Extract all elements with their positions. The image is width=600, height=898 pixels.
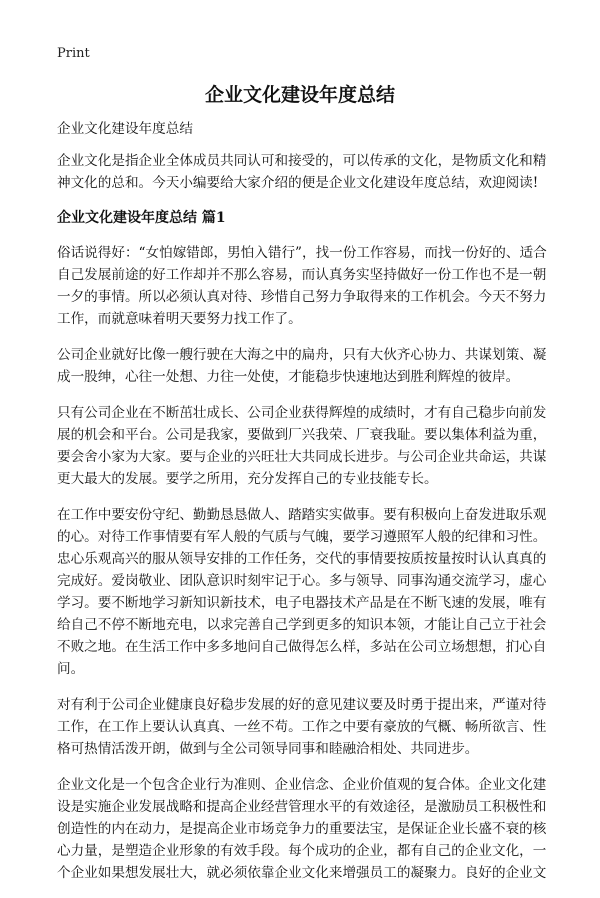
body-paragraph-6: 企业文化是一个包含企业行为准则、企业信念、企业价值观的复合体。企业文化建设是实施企业发展战略和提高企业经营管理水平的有效途径，是激励员工积极性和创造性的内在动力，是提高企业市场竞争力的重要法宝，是保证企业长盛不衰的核心力量，是塑造企业形象的有效手段。每个成功的企业，都有自己的企业文化，一个企业如果想发展壮大，就必须依靠企业文化来增强员工的凝聚力。良好的企业文 bbox=[57, 777, 547, 881]
page-title: 企业文化建设年度总结 bbox=[204, 84, 395, 106]
body-paragraph-3: 只有公司企业在不断茁壮成长、公司企业获得辉煌的成绩时，才有自己稳步向前发展的机会和平台。公司是我家，要做到厂兴我荣、厂衰我耻。要以集体利益为重，要会舍小家为大家。要与企业的兴旺壮大共同成长进步。与公司企业共命运，共谋更大最大的发展。要学之所用，充分发挥自己的专业技能专长。 bbox=[57, 405, 547, 487]
body-paragraph-1: 俗话说得好：“女怕嫁错郎，男怕入错行”，找一份工作容易，而找一份好的、适合自己发展前途的好工作却并不那么容易，而认真务实坚持做好一份工作也不是一朝一夕的事情。所以必须认真对待、珍惜自己努力争取得来的工作机会。今天不努力工作，而就意味着明天要努力找工作了。 bbox=[57, 245, 547, 327]
body-paragraph-5: 对有利于公司企业健康良好稳步发展的好的意见建议要及时勇于提出来，严谨对待工作，在工作上要认认真真、一丝不苟。工作之中要有豪放的气概、畅所欲言、性格可热情活泼开朗，做到与全公司领导同事和睦融洽相处、共同进步。 bbox=[57, 697, 547, 757]
intro-paragraph: 企业文化是指企业全体成员共同认可和接受的，可以传承的文化，是物质文化和精神文化的总和。今天小编要给大家介绍的便是企业文化建设年度总结，欢迎阅读! bbox=[57, 153, 547, 191]
document-body bbox=[57, 118, 552, 898]
body-paragraph-4: 在工作中要安份守纪、勤勤恳恳做人、踏踏实实做事。要有积极向上奋发进取乐观的心。对待工作事情要有军人般的气质与气魄，要学习遵照军人般的纪律和习性。忠心乐观高兴的服从领导安排的工作任务，交代的事情要按质按量按时认认真真的完成好。爱岗敬业、团队意识时刻牢记于心。多与领导、同事沟通交流学习，虚心学习。要不断地学习新知识新技术，电子电器技术产品是在不断飞速的发展，唯有给自己不停不断地充电，以求完善自己学到更多的知识本领，才能让自己立于社会不败之地。在生活工作中多多地问自己做得怎么样，多站在公司立场想想，扪心自问。 bbox=[57, 507, 547, 677]
body-paragraph-2: 公司企业就好比像一艘行驶在大海之中的扁舟，只有大伙齐心协力、共谋划策、凝成一股绅，心往一处想、力往一处使，才能稳步快速地达到胜利辉煌的彼岸。 bbox=[57, 347, 547, 385]
section-heading: 企业文化建设年度总结 篇1 bbox=[57, 210, 226, 226]
document-subtitle: 企业文化建设年度总结 bbox=[57, 121, 193, 137]
print-link[interactable]: Print bbox=[57, 46, 90, 61]
